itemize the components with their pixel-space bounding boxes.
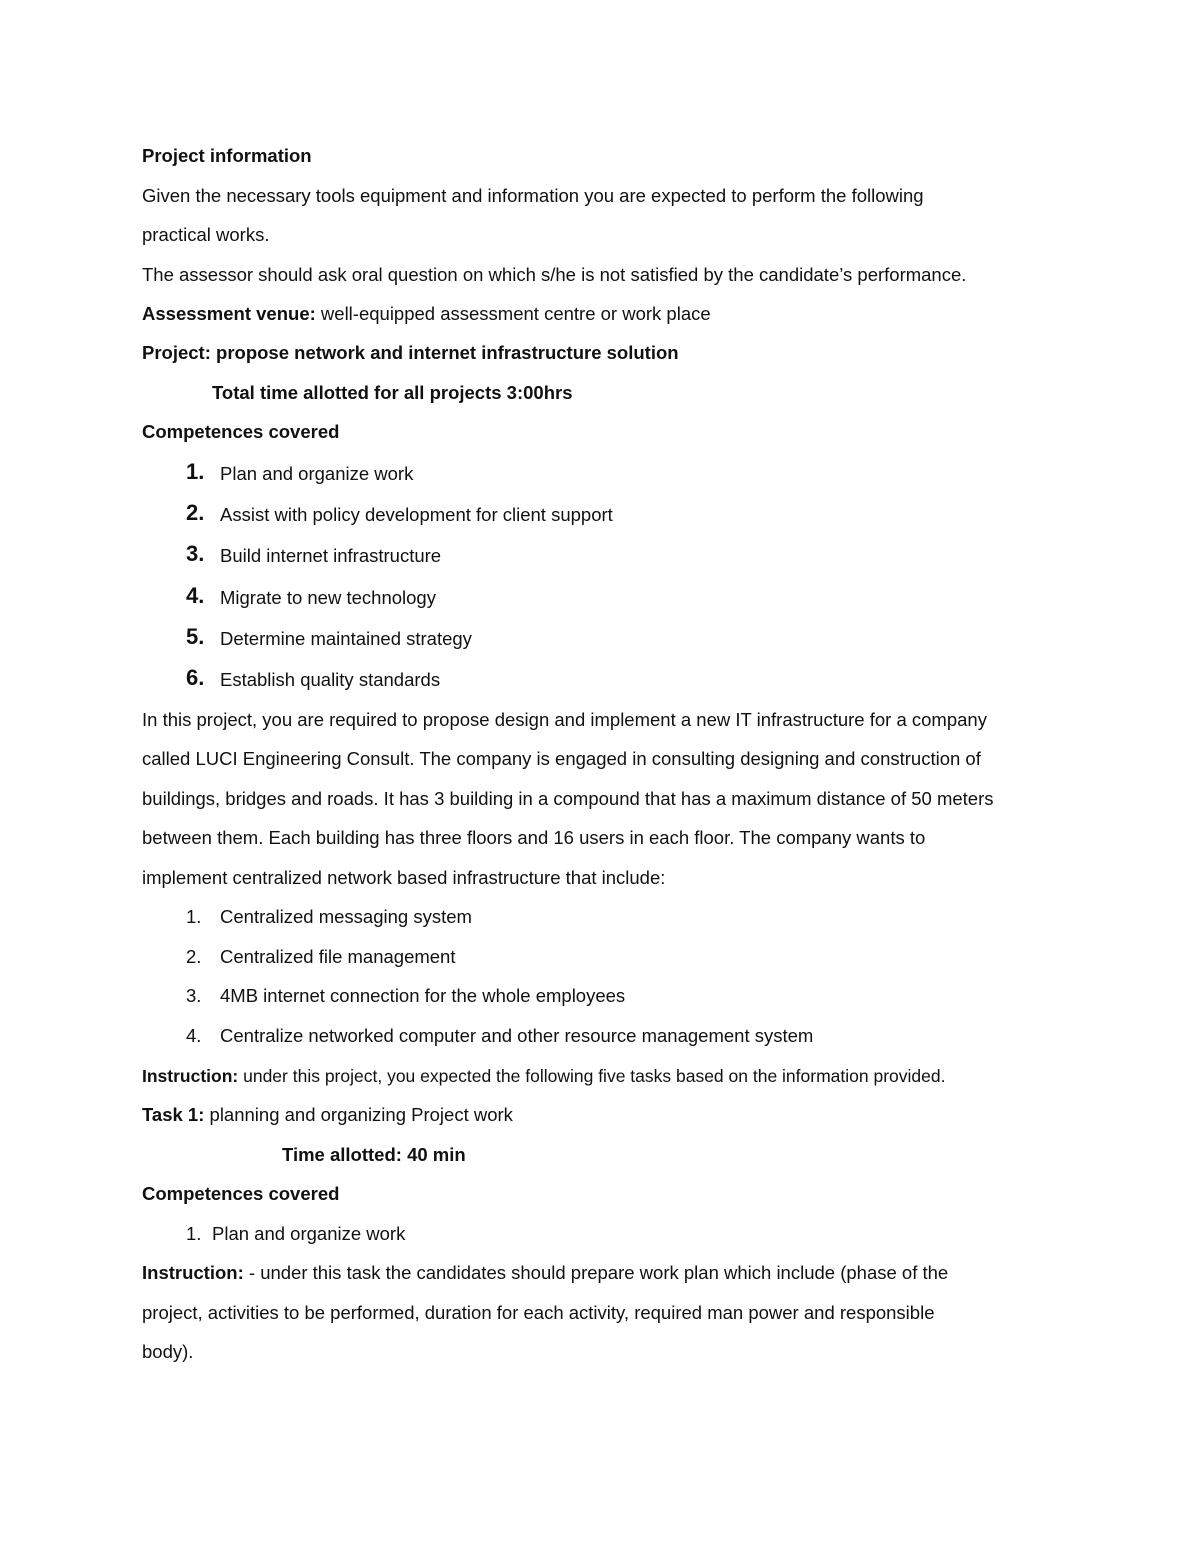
requirement-number: 1. (186, 906, 202, 927)
requirement-text: 4MB internet connection for the whole employees (220, 985, 626, 1006)
page-heading: Project information (142, 145, 312, 166)
competence-text: Plan and organize work (220, 463, 414, 484)
venue-label: Assessment venue: (142, 303, 316, 324)
requirement-number: 4. (186, 1025, 202, 1046)
description-line: buildings, bridges and roads. It has 3 building in a compound that has a maximum distance of 50 meters (142, 788, 994, 809)
instruction-task-line-2: project, activities to be performed, duration for each activity, required man power and responsible (142, 1302, 935, 1323)
task-1-time: Time allotted: 40 min (282, 1144, 466, 1165)
instruction-task (142, 1261, 948, 1285)
competence-text: Determine maintained strategy (220, 628, 472, 649)
task-value: planning and organizing Project work (204, 1104, 513, 1125)
requirement-text: Centralized messaging system (220, 906, 472, 927)
instruction-label: Instruction: (142, 1066, 239, 1086)
description-line: In this project, you are required to propose design and implement a new IT infrastructure for a company (142, 709, 987, 730)
instruction-task-value: - under this task the candidates should prepare work plan which include (phase of the (243, 1262, 949, 1283)
requirement-number: 2. (186, 946, 202, 967)
competence-text: Establish quality standards (220, 669, 441, 690)
task-competence-number: 1. (186, 1223, 202, 1244)
intro-line-2: practical works. (142, 224, 270, 245)
requirement-text: Centralize networked computer and other resource management system (220, 1025, 814, 1046)
instruction-task-label: Instruction: (142, 1262, 244, 1283)
instruction-project (142, 1064, 945, 1088)
total-time: Total time allotted for all projects 3:00hrs (212, 382, 573, 403)
competence-number: 5. (186, 624, 205, 649)
competence-number: 2. (186, 500, 205, 525)
project-title: Project: propose network and internet infrastructure solution (142, 342, 679, 363)
competence-number: 4. (186, 583, 205, 608)
intro-line-1: Given the necessary tools equipment and information you are expected to perform the following (142, 185, 924, 206)
competence-text: Assist with policy development for client support (220, 504, 613, 525)
assessor-note: The assessor should ask oral question on which s/he is not satisfied by the candidate’s performance. (142, 264, 967, 285)
description-line: implement centralized network based infrastructure that include: (142, 867, 666, 888)
task-1-competences-heading: Competences covered (142, 1183, 340, 1204)
task-competence-text: Plan and organize work (212, 1223, 406, 1244)
task-1 (142, 1103, 513, 1127)
competence-number: 3. (186, 541, 205, 566)
assessment-venue (142, 302, 711, 326)
requirement-text: Centralized file management (220, 946, 456, 967)
instruction-value: under this project, you expected the following five tasks based on the information provided. (238, 1066, 946, 1086)
competences-heading: Competences covered (142, 421, 340, 442)
competence-text: Build internet infrastructure (220, 545, 442, 566)
description-line: between them. Each building has three floors and 16 users in each floor. The company wants to (142, 827, 926, 848)
competence-text: Migrate to new technology (220, 587, 436, 608)
venue-value: well-equipped assessment centre or work place (315, 303, 711, 324)
requirement-number: 3. (186, 985, 202, 1006)
description-line: called LUCI Engineering Consult. The company is engaged in consulting designing and construction of (142, 748, 981, 769)
task-label: Task 1: (142, 1104, 205, 1125)
competence-number: 1. (186, 459, 205, 484)
instruction-task-line-3: body). (142, 1341, 194, 1362)
competence-number: 6. (186, 665, 205, 690)
